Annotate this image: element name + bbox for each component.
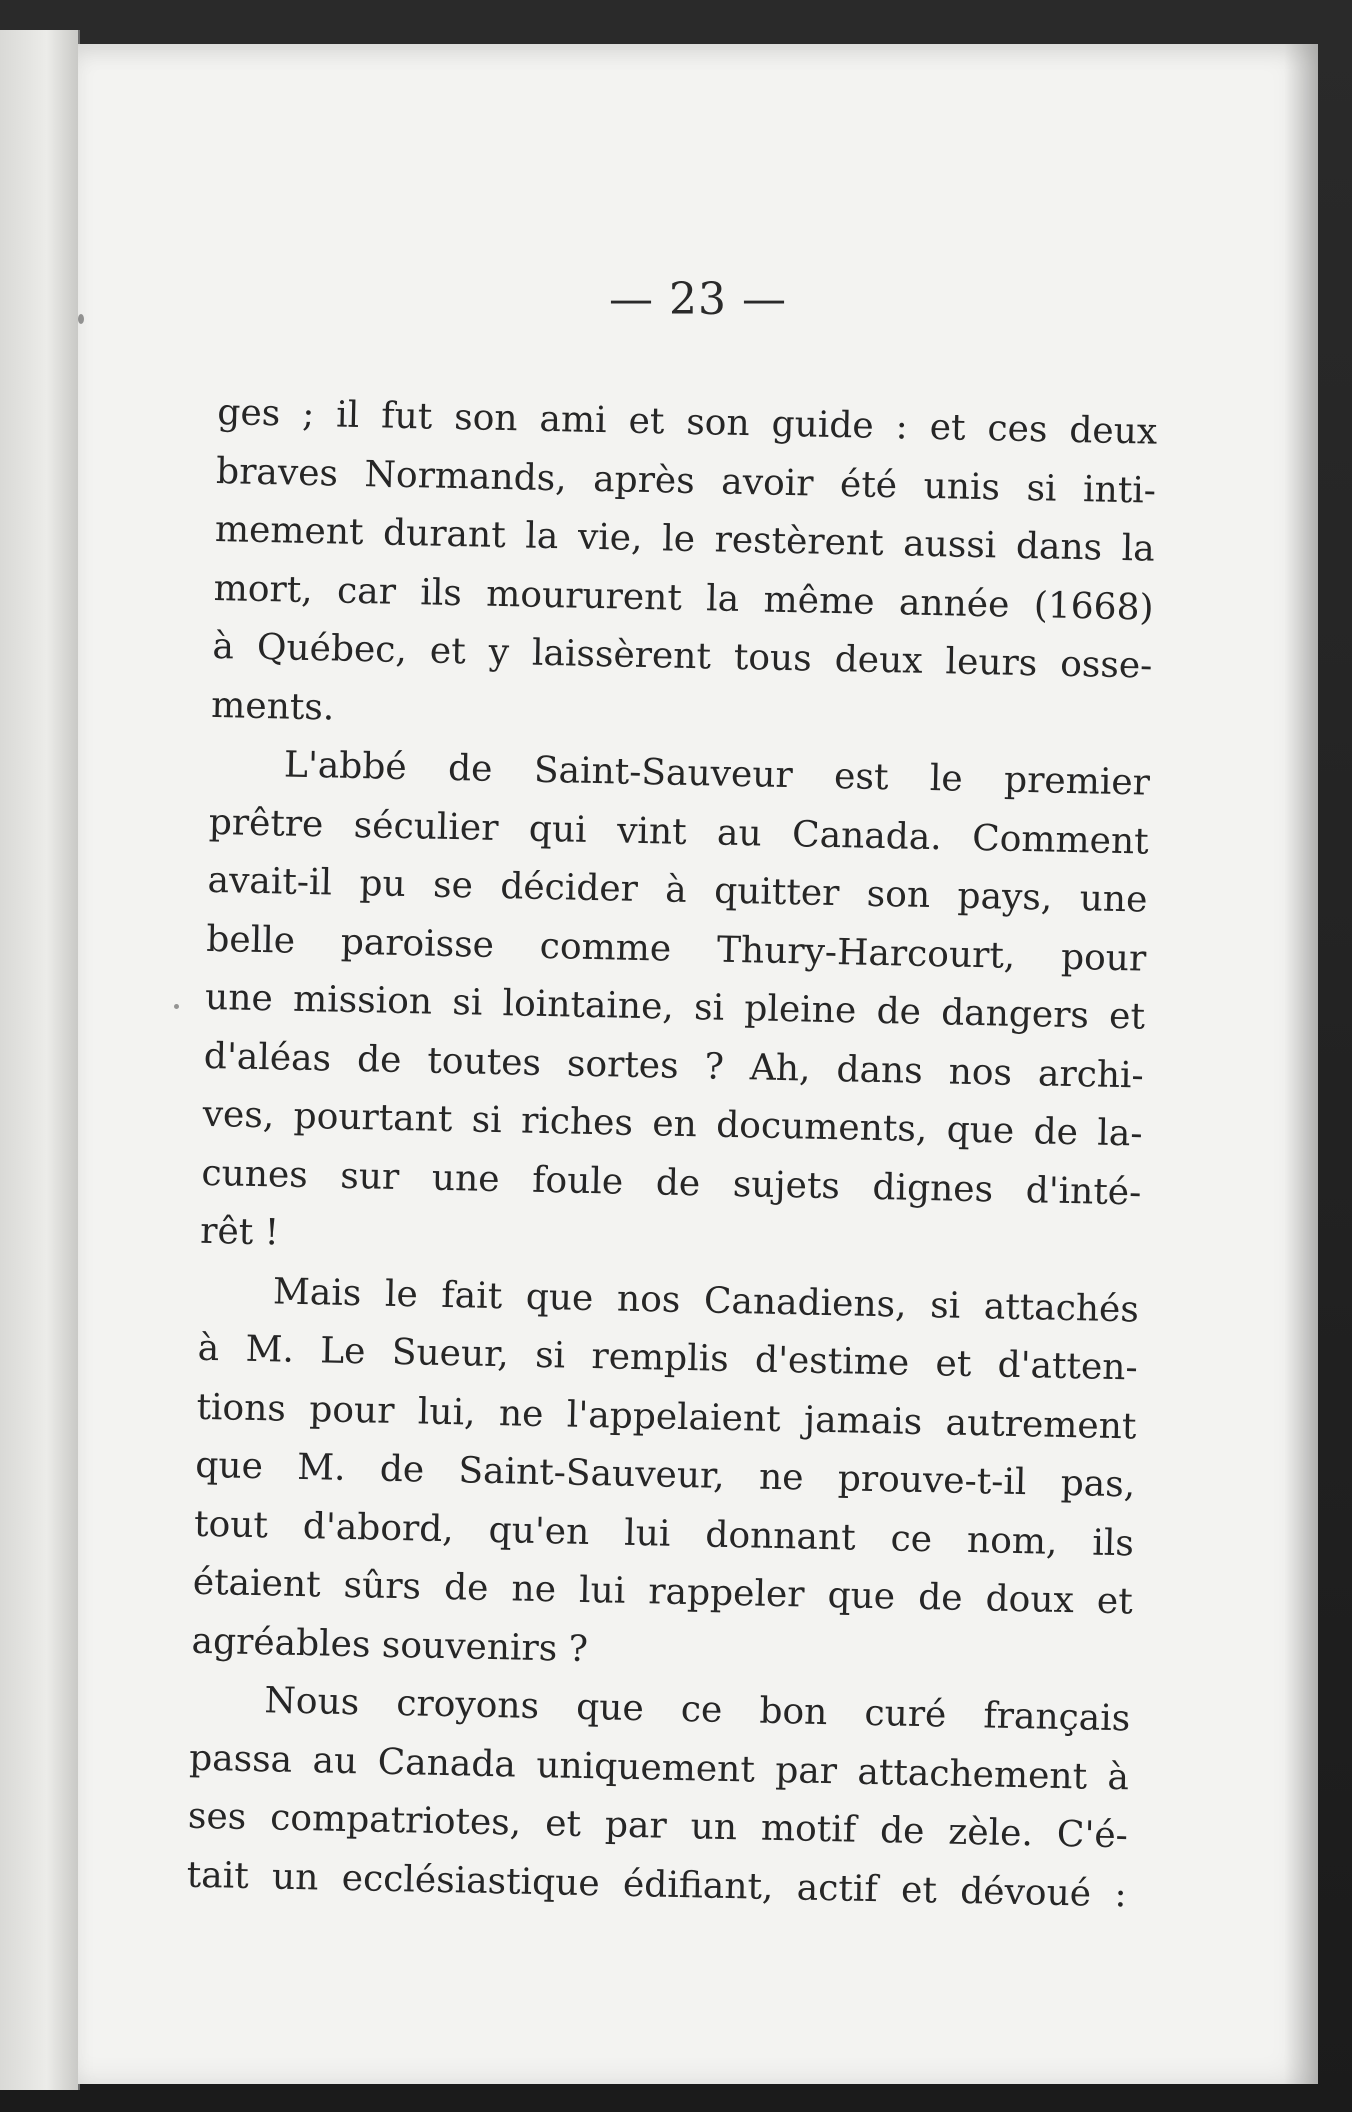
paragraph-2 xyxy=(200,735,1151,1281)
text-line: ges ; il fut son ami et son guide : et ces deux xyxy=(216,391,1158,453)
text-line: rêt ! xyxy=(199,1210,280,1254)
body-text xyxy=(186,384,1158,1924)
text-line: que M. de Saint-Sauveur, ne prouve-t-il pas, xyxy=(194,1444,1136,1506)
text-line: Mais le fait que nos Canadiens, si attachés xyxy=(272,1270,1140,1330)
text-line: agréables souvenirs ? xyxy=(191,1620,589,1670)
text-line: L'abbé de Saint-Sauveur est le premier xyxy=(283,744,1151,804)
paragraph-3 xyxy=(191,1261,1139,1690)
text-line: belle paroisse comme Thury-Harcourt, pour xyxy=(205,918,1147,980)
text-line: Nous croyons que ce bon curé français xyxy=(264,1680,1131,1740)
paper-speck xyxy=(78,314,84,324)
book-page xyxy=(78,44,1318,2084)
text-line: braves Normands, après avoir été unis si inti- xyxy=(215,450,1157,512)
text-line: à Québec, et y laissèrent tous deux leurs osse- xyxy=(212,625,1153,687)
text-line: prêtre séculier qui vint au Canada. Comment xyxy=(208,801,1150,863)
text-line: tout d'abord, qu'en lui donnant ce nom, ils xyxy=(193,1503,1135,1564)
text-line: ments. xyxy=(210,684,335,729)
text-line: tions pour lui, ne l'appelaient jamais autrement xyxy=(196,1386,1137,1447)
text-line: mort, car ils moururent la même année (1668) xyxy=(213,567,1154,629)
text-line: ves, pourtant si riches en documents, que de la- xyxy=(202,1093,1143,1155)
text-line: une mission si lointaine, si pleine de dangers et xyxy=(204,976,1146,1038)
text-line: cunes sur une foule de sujets dignes d'inté- xyxy=(201,1152,1142,1214)
text-line: étaient sûrs de ne lui rappeler que de doux et xyxy=(192,1561,1134,1623)
page-shadow-edge xyxy=(1284,44,1318,2084)
text-line: à M. Le Sueur, si remplis d'estime et d'atten- xyxy=(197,1327,1139,1389)
paragraph-4 xyxy=(186,1671,1131,1925)
text-line: avait-il pu se décider à quitter son pays, une xyxy=(207,859,1148,921)
text-line: mement durant la vie, le restèrent aussi dans la xyxy=(214,508,1156,570)
text-line: d'aléas de toutes sortes ? Ah, dans nos archi- xyxy=(203,1035,1145,1097)
text-line: passa au Canada uniquement par attachement à xyxy=(188,1737,1130,1798)
left-page-edge xyxy=(0,30,80,2090)
paper-speck xyxy=(174,1004,179,1009)
page-number: — 23 — xyxy=(609,274,787,325)
text-line: ses compatriotes, et par un motif de zèle. C'é- xyxy=(187,1795,1129,1857)
text-line: tait un ecclésiastique édifiant, actif et dévoué : xyxy=(186,1854,1127,1915)
paragraph-1 xyxy=(211,384,1158,755)
